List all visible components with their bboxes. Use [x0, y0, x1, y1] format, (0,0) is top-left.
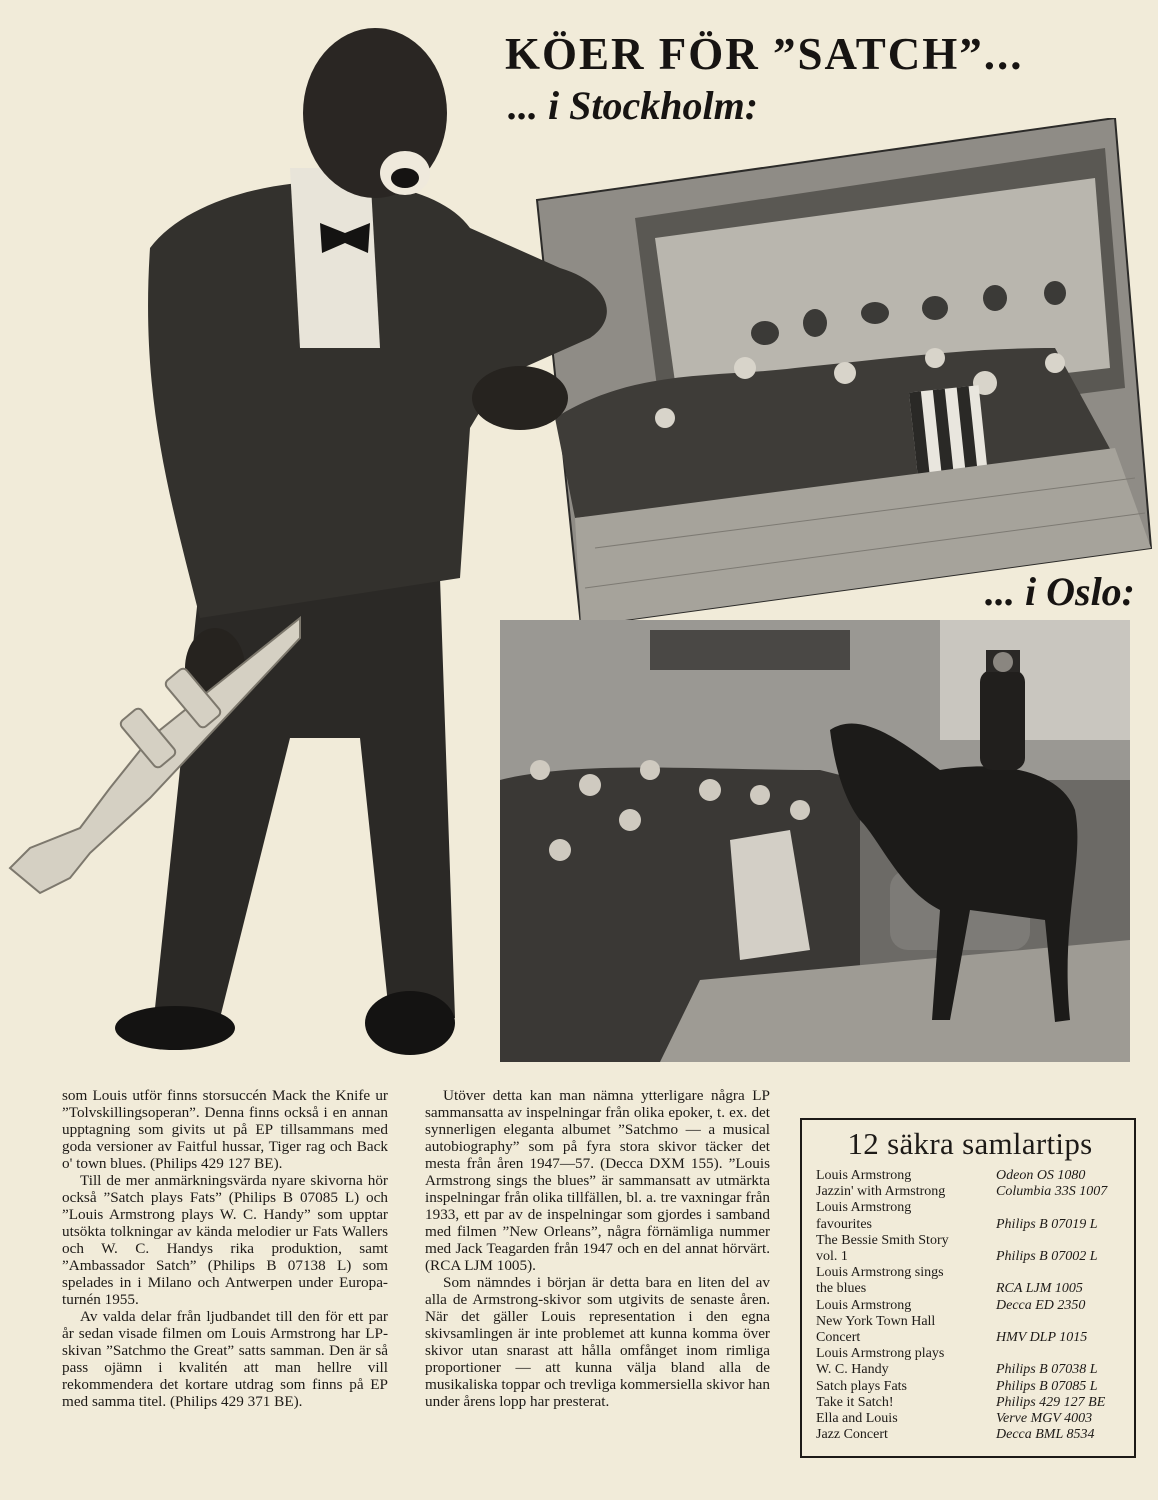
collector-tips-box — [800, 1118, 1136, 1458]
tip-title: Jazz Concert — [816, 1427, 888, 1443]
tip-row — [816, 1233, 1124, 1265]
paragraph: Av valda delar från ljudbandet till den för ett par år sedan visade filmen om Louis Armstrong har LP-skivan ”Satchmo the Great” satts samman. Den är så pass ojämn i kvalitén att man hellre vill rekommendera det kortare utdrag som finns på EP med samma titel. (Philips 429 371 BE). — [62, 1308, 388, 1410]
tip-title: Satch plays Fats — [816, 1378, 907, 1394]
caption-oslo: ... i Oslo: — [985, 569, 1135, 614]
tip-title: Take it Satch! — [816, 1394, 894, 1410]
louis-armstrong-photo — [0, 18, 620, 1073]
tip-catalog-number: Philips B 07019 L — [996, 1216, 1098, 1232]
tip-catalog-number: Philips B 07002 L — [996, 1249, 1098, 1265]
article-column-left — [62, 1087, 388, 1410]
tip-row — [816, 1200, 1124, 1232]
paragraph: som Louis utför finns storsuccén Mack the Knife ur ”Tolvskillingsoperan”. Denna finns också i en annan upptagning som givits ut på EP tillsammans med goda versioner av Faitful hussar, Tiger rag och Back o' town blues. (Philips 429 127 BE). — [62, 1087, 388, 1172]
tip-catalog-number: Odeon OS 1080 — [996, 1168, 1086, 1183]
tip-row — [816, 1346, 1124, 1378]
tip-row — [816, 1265, 1124, 1297]
tip-row — [816, 1411, 1124, 1427]
tip-row — [816, 1427, 1124, 1443]
caption-stockholm: ... i Stockholm: — [508, 83, 759, 128]
tip-catalog-number: Philips B 07085 L — [996, 1378, 1098, 1394]
tip-catalog-number: Philips B 07038 L — [996, 1362, 1098, 1378]
tips-list — [816, 1168, 1124, 1443]
tip-catalog-number: RCA LJM 1005 — [996, 1281, 1083, 1297]
tip-title: Louis Armstrong favourites — [816, 1200, 912, 1232]
tip-catalog-number: Columbia 33S 1007 — [996, 1184, 1108, 1200]
tip-row — [816, 1314, 1124, 1346]
tip-title: Ella and Louis — [816, 1411, 898, 1427]
paragraph: Utöver detta kan man nämna ytterligare några LP sammansatta av inspelningar från olika epoker, t. ex. det synnerligen eleganta albumet ”Satchmo — a musical autobiography” som på fyra stora skivor täcker det mesta från åren 1947—57. (Decca DXM 155). ”Louis Armstrong sings the blues” är sammansatt av utmärkta inspelningar från olika tillfällen, bl. a. tre vaxningar från 1933, ett par av de inspelningar som gjordes i samband med filmen ”New Orleans”, några förnämliga nummer med Jack Teagarden från 1947 och en del annat hörvärt. (RCA LJM 1005). — [425, 1087, 770, 1274]
tip-title: Louis Armstrong plays W. C. Handy — [816, 1346, 945, 1378]
tip-catalog-number: HMV DLP 1015 — [996, 1330, 1088, 1346]
tip-row — [816, 1298, 1124, 1314]
tip-title: Jazzin' with Armstrong — [816, 1184, 946, 1200]
tips-heading: 12 säkra samlartips — [847, 1126, 1093, 1161]
tip-title: Louis Armstrong — [816, 1297, 912, 1313]
tip-row — [816, 1184, 1124, 1200]
tip-catalog-number: Decca ED 2350 — [996, 1297, 1086, 1313]
tip-title: The Bessie Smith Story vol. 1 — [816, 1232, 949, 1265]
tip-title: New York Town Hall Concert — [816, 1313, 936, 1346]
headline: KÖER FÖR ”SATCH”... — [505, 29, 1024, 79]
tip-row — [816, 1168, 1124, 1184]
tip-title: Louis Armstrong sings the blues — [816, 1265, 944, 1297]
paragraph: Som nämndes i början är detta bara en liten del av alla de Armstrong-skivor som utgivits de senaste åren. När det gäller Louis representation i den egna skivsamlingen är inte problemet att kunna komma över skivor utan snarast att hålla omfånget inom rimliga proportioner — att kunna välja bland alla de musikaliska toppar och trevliga kommersiella skivor han under årens lopp har presterat. — [425, 1274, 771, 1410]
tip-row — [816, 1395, 1124, 1411]
tip-catalog-number: Verve MGV 4003 — [996, 1411, 1093, 1427]
article-column-middle — [425, 1087, 770, 1410]
tip-catalog-number: Decca BML 8534 — [996, 1427, 1095, 1443]
paragraph: Till de mer anmärkningsvärda nyare skivorna hör också ”Satch plays Fats” (Philips B 07085 L) och ”Louis Armstrong plays W. C. Handy” som upptar utsökta tolkningar av kända melodier ur Fats Wallers och W. C. Handys rika produktion, samt ”Ambassador Satch” (Philips B 07138 L) som spelades in i Milano och Antwerpen under Europa-turnén 1955. — [62, 1172, 388, 1308]
tip-catalog-number: Philips 429 127 BE — [996, 1394, 1106, 1410]
tip-title: Louis Armstrong — [816, 1168, 912, 1183]
tip-row — [816, 1379, 1124, 1395]
